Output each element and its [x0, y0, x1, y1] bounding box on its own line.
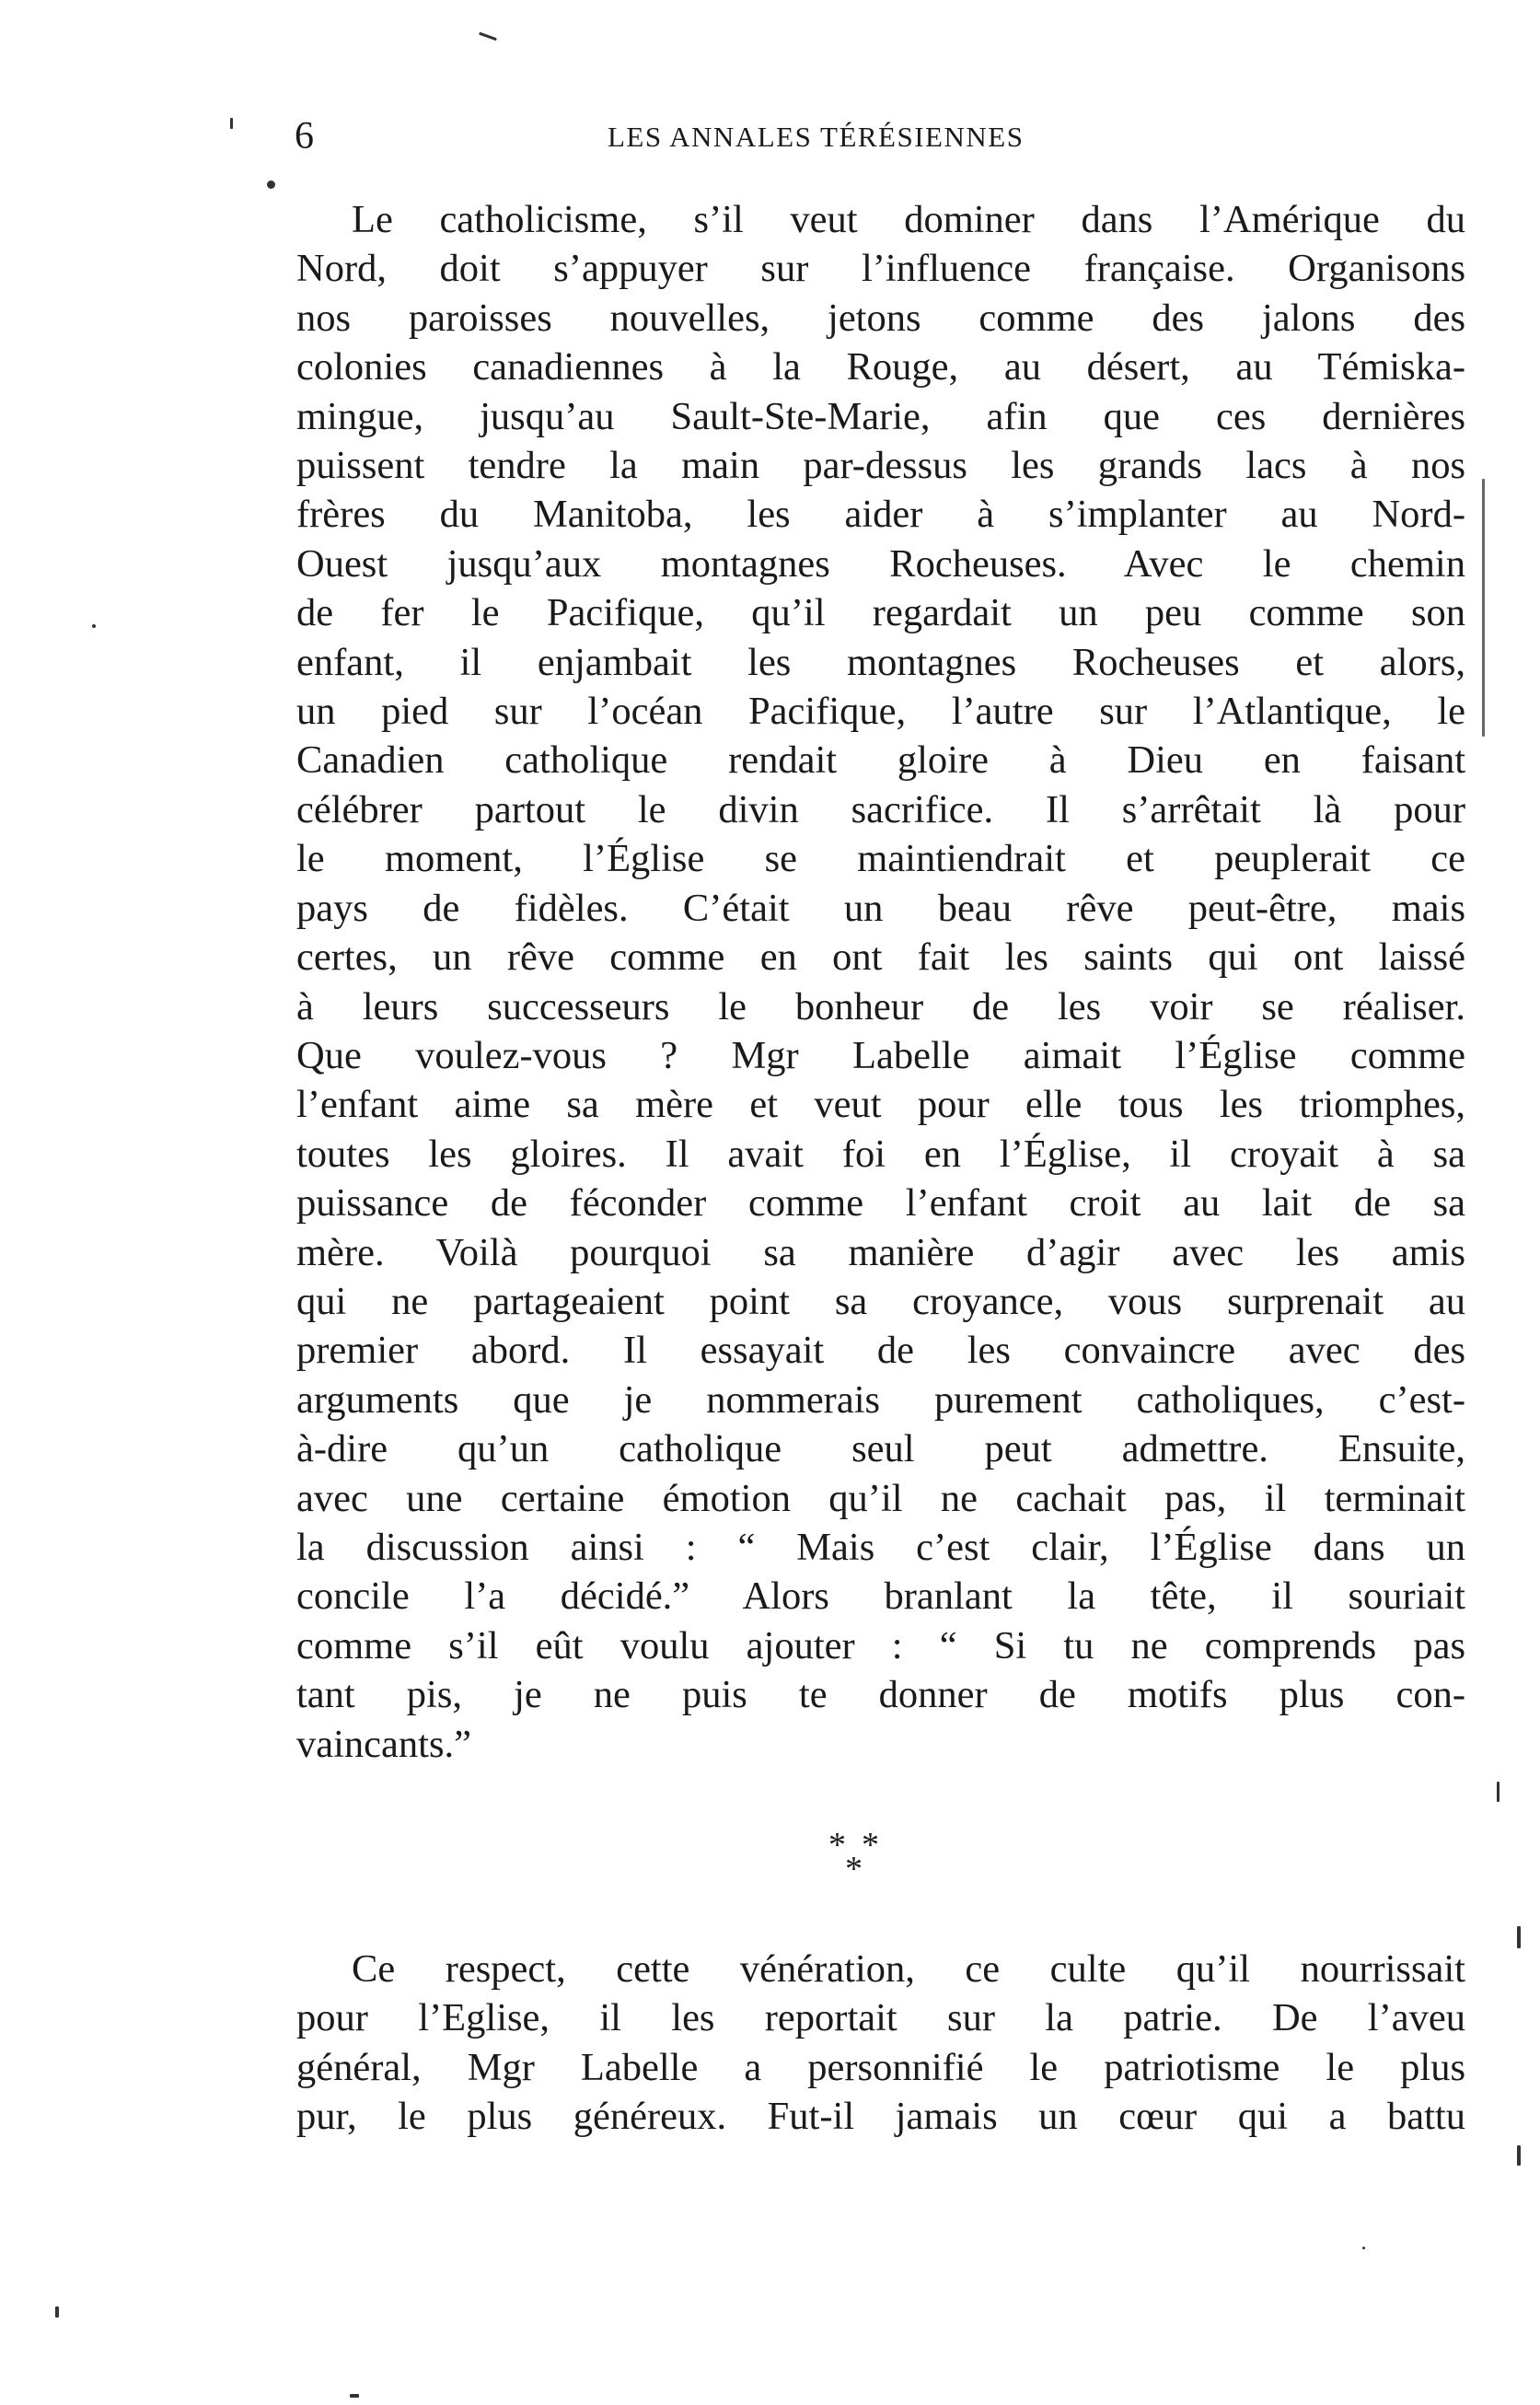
text-line: de fer le Pacifique, qu’il regardait un peu comme son [296, 591, 1465, 635]
scan-speck [267, 180, 275, 189]
text-line: Le catholicisme, s’il veut dominer dans l’Amérique du [352, 198, 1465, 241]
text-line: comme s’il eût voulu ajouter : “ Si tu ne comprends pas [296, 1623, 1465, 1667]
text-line: à-dire qu’un catholique seul peut admettre. Ensuite, [296, 1427, 1465, 1471]
text-line: vaincants.” [296, 1722, 471, 1766]
paragraph-1 [296, 195, 1465, 1769]
text-line: arguments que je nommerais purement catholiques, c’est- [296, 1377, 1465, 1422]
scan-speck [1362, 2247, 1365, 2249]
scan-speck [55, 2306, 59, 2318]
text-line: puissent tendre la main par-dessus les grands lacs à nos [296, 444, 1465, 488]
asterism-separator [828, 1828, 902, 1901]
page-number: 6 [295, 115, 314, 157]
scan-speck [350, 2394, 359, 2398]
text-line: certes, un rêve comme en ont fait les saints qui ont laissé [296, 935, 1465, 980]
scan-speck [1517, 2145, 1521, 2166]
text-line: un pied sur l’océan Pacifique, l’autre sur l’Atlantique, le [296, 690, 1465, 734]
text-line: mère. Voilà pourquoi sa manière d’agir avec les amis [296, 1230, 1465, 1274]
text-line: avec une certaine émotion qu’il ne cachait pas, il terminait [296, 1476, 1465, 1520]
text-line: premier abord. Il essayait de les convaincre avec des [296, 1329, 1465, 1373]
text-line: Que voulez-vous ? Mgr Labelle aimait l’Église comme [296, 1033, 1465, 1077]
text-line: colonies canadiennes à la Rouge, au désert, au Témiska- [296, 345, 1465, 389]
text-line: l’enfant aime sa mère et veut pour elle tous les triomphes, [296, 1083, 1465, 1127]
text-line: à leurs successeurs le bonheur de les voir se réaliser. [296, 984, 1465, 1028]
text-line: la discussion ainsi : “ Mais c’est clair, l’Église dans un [296, 1525, 1465, 1569]
scan-speck [1517, 1926, 1521, 1948]
scan-speck [1482, 479, 1485, 737]
text-line: pays de fidèles. C’était un beau rêve peut-être, mais [296, 886, 1465, 930]
scan-speck [92, 624, 96, 628]
running-head [295, 109, 1491, 164]
text-line: nos paroisses nouvelles, jetons comme des jalons des [296, 296, 1465, 340]
text-line: pour l’Eglise, il les reportait sur la patrie. De l’aveu [296, 1996, 1465, 2040]
text-line: pur, le plus généreux. Fut-il jamais un cœur qui a battu [296, 2095, 1465, 2139]
text-line: Ouest jusqu’aux montagnes Rocheuses. Avec le chemin [296, 541, 1465, 586]
paragraph-2 [296, 1945, 1465, 2142]
asterisk-glyph: * [845, 1850, 863, 1888]
text-line: tant pis, je ne puis te donner de motifs plus con- [296, 1673, 1465, 1717]
scan-speck [1497, 1782, 1499, 1802]
text-line: célébrer partout le divin sacrifice. Il s’arrêtait là pour [296, 787, 1465, 831]
text-line: qui ne partageaient point sa croyance, vous surprenait au [296, 1279, 1465, 1323]
asterisk-glyph: * [828, 1826, 846, 1865]
text-line: puissance de féconder comme l’enfant croit au lait de sa [296, 1181, 1465, 1226]
text-line: général, Mgr Labelle a personnifié le patriotisme le plus [296, 2045, 1465, 2089]
scan-speck [479, 32, 497, 41]
text-line: frères du Manitoba, les aider à s’implanter au Nord- [296, 493, 1465, 537]
text-line: Canadien catholique rendait gloire à Dieu en faisant [296, 738, 1465, 783]
text-line: enfant, il enjambait les montagnes Rocheuses et alors, [296, 640, 1465, 684]
text-line: Nord, doit s’appuyer sur l’influence française. Organisons [296, 247, 1465, 291]
text-line: mingue, jusqu’au Sault-Ste-Marie, afin que ces dernières [296, 394, 1465, 438]
running-title: LES ANNALES TÉRÉSIENNES [608, 121, 1025, 153]
text-line: concile l’a décidé.” Alors branlant la tête, il souriait [296, 1574, 1465, 1619]
asterisk-glyph: * [862, 1826, 879, 1865]
text-line: toutes les gloires. Il avait foi en l’Église, il croyait à sa [296, 1132, 1465, 1176]
text-line: Ce respect, cette vénération, ce culte qu’il nourrissait [352, 1947, 1465, 1991]
text-line: le moment, l’Église se maintiendrait et peuplerait ce [296, 837, 1465, 881]
scan-speck [230, 118, 233, 129]
